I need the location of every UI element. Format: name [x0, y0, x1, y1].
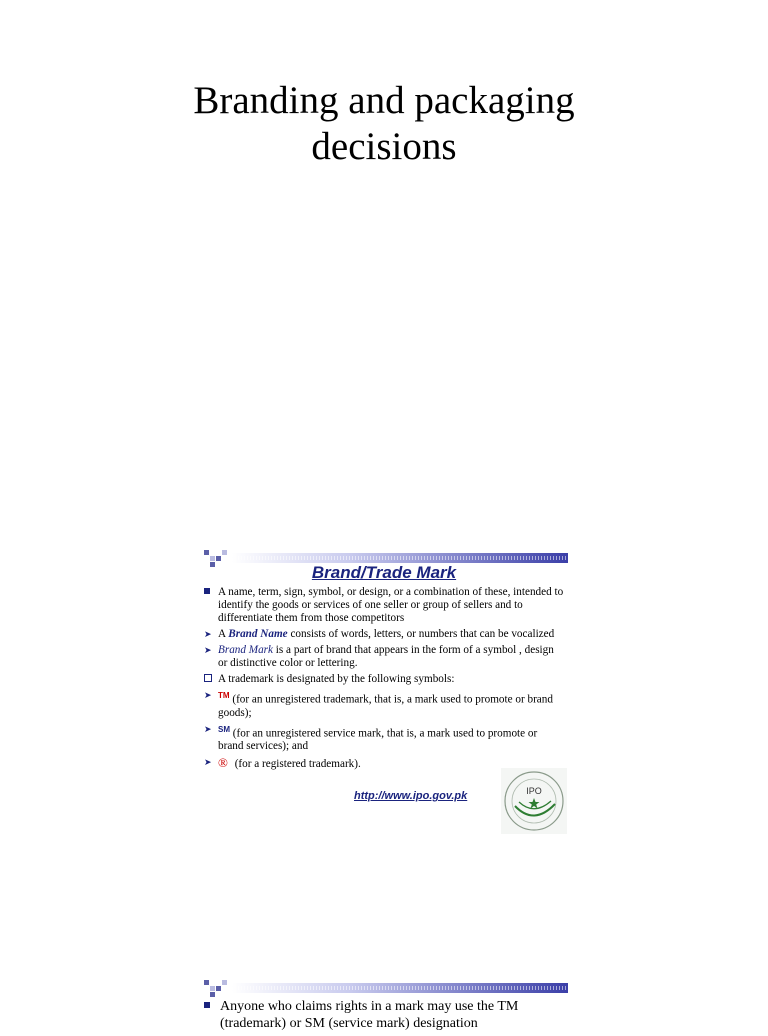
hollow-square-bullet-icon	[204, 674, 212, 682]
slide-title: Brand/Trade Mark	[311, 563, 457, 582]
bullet-text-prefix: A	[218, 628, 229, 640]
header-square-icon	[210, 986, 215, 991]
header-square-icon	[210, 992, 215, 997]
arrow-bullet-icon: ➤	[204, 723, 212, 734]
bullet-item	[204, 689, 564, 720]
square-bullet-icon	[204, 588, 210, 594]
registered-symbol: ®	[218, 755, 228, 771]
header-gradient-bar	[232, 553, 568, 563]
bullet-item	[204, 644, 564, 670]
bullet-text: is a part of brand that appears in the form of a symbol , design or distinctive color or lettering.	[218, 644, 554, 669]
page-title-line-2: decisions	[311, 125, 457, 168]
arrow-bullet-icon: ➤	[204, 645, 212, 655]
ipo-logo-icon	[501, 768, 567, 834]
bullet-text: A trademark is designated by the following symbols:	[218, 673, 455, 685]
ipo-website-link[interactable]: http://www.ipo.gov.pk	[354, 790, 468, 802]
header-square-icon	[204, 980, 209, 985]
header-square-icon	[204, 550, 209, 555]
bullet-text: (for an unregistered service mark, that is, a mark used to promote or brand services); and	[218, 727, 538, 753]
page-title-line-1: Branding and packaging	[193, 79, 575, 122]
bullet-text: (for an unregistered trademark, that is, a mark used to promote or brand goods);	[218, 693, 553, 719]
brand-name-term: Brand Name	[228, 628, 288, 640]
slide-content	[204, 586, 564, 774]
header-square-icon	[216, 986, 221, 991]
arrow-bullet-icon: ➤	[204, 757, 212, 768]
slide-content	[204, 998, 566, 1035]
brand-mark-term: Brand Mark	[218, 644, 273, 656]
header-gradient-bar	[232, 983, 568, 993]
arrow-bullet-icon: ➤	[204, 629, 212, 639]
bullet-text: consists of words, letters, or numbers that can be vocalized	[287, 628, 555, 640]
tm-symbol: TM	[218, 691, 230, 700]
header-square-icon	[210, 556, 215, 561]
slide-header-bar	[200, 976, 568, 998]
header-square-icon	[222, 980, 227, 985]
bullet-text: (for a registered trademark).	[231, 758, 361, 771]
bullet-item	[204, 673, 564, 686]
slide-brand-trade-mark	[200, 546, 568, 866]
slide-trademark-rights	[200, 976, 568, 1036]
bullet-item	[204, 586, 564, 625]
bullet-text: Anyone who claims rights in a mark may use the TM (trademark) or SM (service mark) designation	[220, 999, 519, 1031]
bullet-item	[204, 723, 564, 754]
bullet-item	[204, 628, 564, 641]
bullet-item	[204, 998, 566, 1032]
sm-symbol: SM	[218, 724, 230, 734]
square-bullet-icon	[204, 1002, 210, 1008]
logo-text: IPO	[526, 786, 542, 796]
bullet-text: A name, term, sign, symbol, or design, or a combination of these, intended to identify the goods or services of one seller or group of sellers and to differentiate them from those competitors	[218, 586, 564, 624]
header-square-icon	[216, 556, 221, 561]
header-square-icon	[222, 550, 227, 555]
arrow-bullet-icon: ➤	[204, 690, 212, 700]
page-title	[0, 78, 768, 170]
